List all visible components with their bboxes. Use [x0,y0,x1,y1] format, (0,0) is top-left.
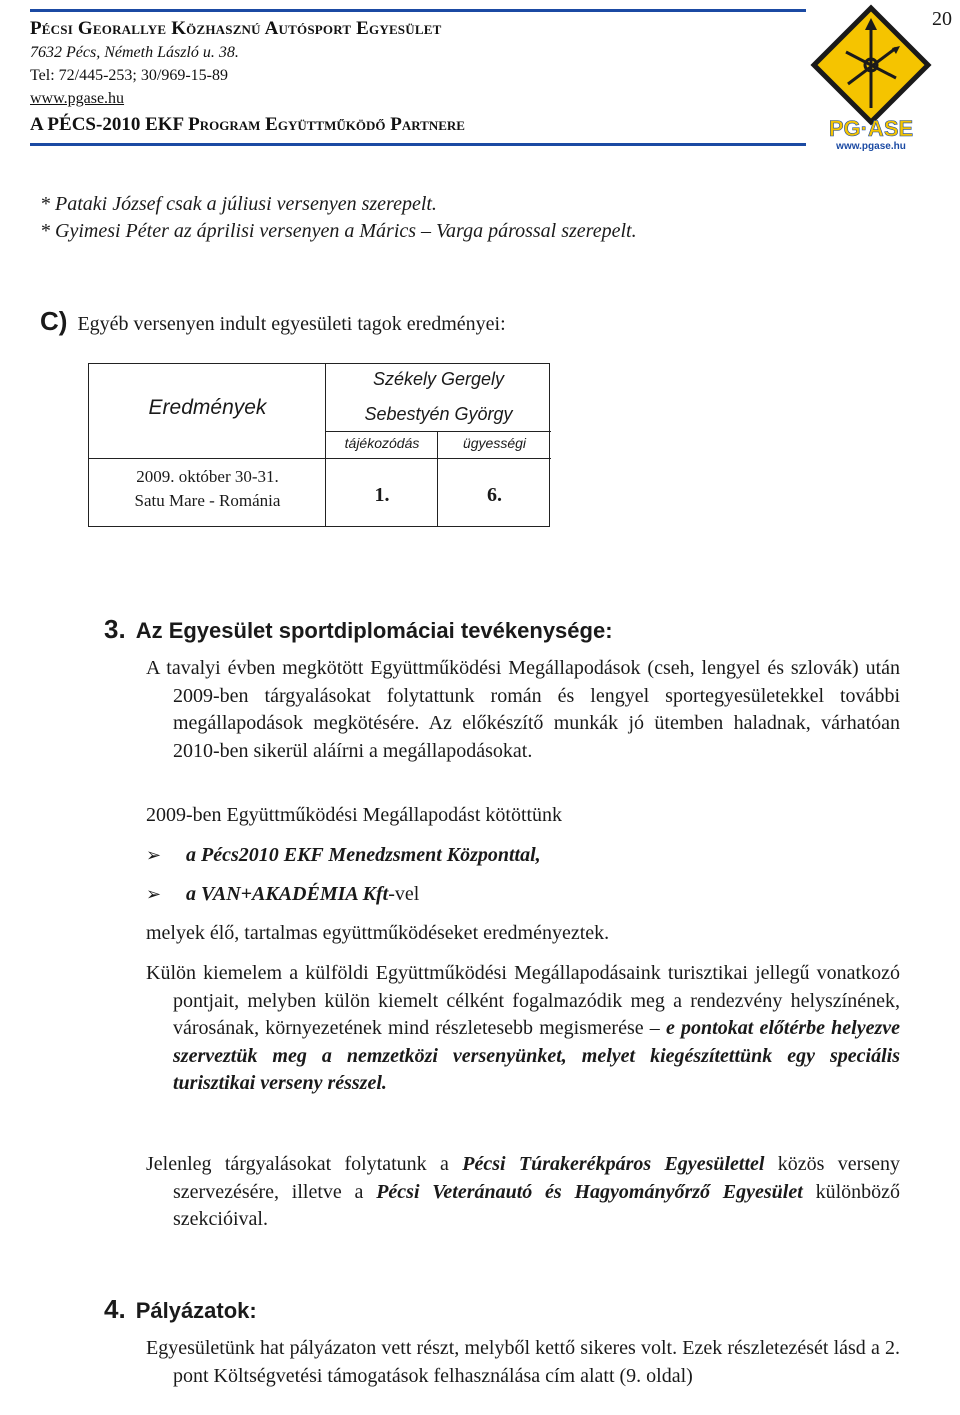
partner-line: A PÉCS-2010 EKF Program Együttműködő Partnere [30,114,465,135]
section-c-heading [40,306,506,337]
section-3-paragraph-2: 2009-ben Együttműködési Megállapodást kötöttünk [146,804,563,826]
paragraph-4-plain: Külön kiemelem a külföldi Együttműködési Megállapodásaink turisztikai jellegű vonatkozó pontjait, melyben külön kiemelt célként fogalmazódik meg a rendezvény helyszínének, városának, környezetének mind részletesebb megismerése – [146,962,900,1039]
event-date: 2009. október 30-31. [136,467,279,486]
paragraph-5-club-1: Pécsi Túrakerékpáros Egyesülettel [462,1153,765,1175]
bullet-2-name: a VAN+AKADÉMIA Kft [186,883,389,905]
category-skill: ügyességi [462,435,527,451]
crew-member-2: Sebestyén György [364,404,513,424]
org-address: 7632 Pécs, Németh László u. 38. [30,44,239,61]
org-phone: Tel: 72/445-253; 30/969-15-89 [30,67,228,84]
svg-text:PG·ASE: PG·ASE [828,116,914,141]
section-4-title: Pályázatok: [135,1298,257,1323]
paragraph-4-emphasis: e pontokat előtérbe helyezve szerveztük meg a nemzetközi versenyünket, melyet kiegészítettünk egy speciális turisztikai verseny résszel. [173,1017,900,1094]
arrow-bullet-icon: ➢ [146,845,162,866]
category-orienteering: tájékozódás [344,435,420,451]
section-3-number: 3. [104,614,126,644]
section-4-paragraph: Egyesületünk hat pályázaton vett részt, melyből kettő sikeres volt. Ezek részletezését lásd a 2. pont Költségvetési támogatások felhasználása cím alatt (9. oldal) [146,1337,900,1387]
org-website-link[interactable]: www.pgase.hu [30,90,125,107]
table-divider [89,458,325,459]
section-4-heading [104,1294,257,1325]
result-skill: 6. [487,484,502,506]
section-3-paragraph-3: melyek élő, tartalmas együttműködéseket eredményeztek. [146,922,610,944]
header-rule-bottom [30,143,806,146]
footnote-pataki: * Pataki József csak a júliusi versenyen szerepelt. [40,193,437,215]
table-divider [325,431,551,432]
results-header-label: Eredmények [148,396,267,419]
crew-member-1: Székely Gergely [372,369,505,389]
result-orienteering: 1. [374,484,390,506]
paragraph-5-part-e: különböző szekcióival. [173,1180,900,1230]
bullet-2-suffix: -vel [388,883,420,905]
header-rule-top [30,9,806,12]
section-c-title: Egyéb versenyen indult egyesületi tagok eredményei: [77,313,506,335]
section-3-paragraph-4 [146,960,900,1098]
section-3-paragraph-5 [146,1151,900,1234]
bullet-item-2 [146,883,419,906]
section-3-heading [104,614,613,645]
section-c-letter: C) [40,306,68,336]
page-number: 20 [932,8,952,30]
pgase-logo [806,4,936,152]
svg-text:www.pgase.hu: www.pgase.hu [836,141,906,152]
bullet-item-1 [146,844,541,867]
paragraph-5-part-a: Jelenleg tárgyalásokat folytatunk a [146,1153,463,1175]
section-3-title: Az Egyesület sportdiplomáciai tevékenysége: [135,618,613,643]
section-3-paragraph-1: A tavalyi évben megkötött Együttműködési Megállapodások (cseh, lengyel és szlovák) után 2009-ben tárgyalásokat folytattunk román és lengyel sportegyesületekkel további megállapodások megkötésére. Az előkészítő munkák jó ütemben haladnak, várhatóan 2010-ben sikerül aláírni a megállapodásokat. [146,657,900,762]
org-name: Pécsi Georallye Közhasznú Autósport Egyesület [30,18,442,39]
paragraph-5-club-2: Pécsi Veteránautó és Hagyományőrző Egyesület [376,1180,803,1203]
section-4-number: 4. [104,1294,126,1324]
paragraph-5-part-c: közös verseny szervezésére, illetve a [173,1153,900,1203]
results-table [88,363,550,527]
footnote-gyimesi: * Gyimesi Péter az áprilisi versenyen a Márics – Varga párossal szerepelt. [40,220,637,242]
arrow-bullet-icon: ➢ [146,884,162,905]
event-location: Satu Mare - Románia [134,491,281,510]
table-divider [325,458,551,459]
bullet-1-text: a Pécs2010 EKF Menedzsment Központtal, [186,844,541,866]
